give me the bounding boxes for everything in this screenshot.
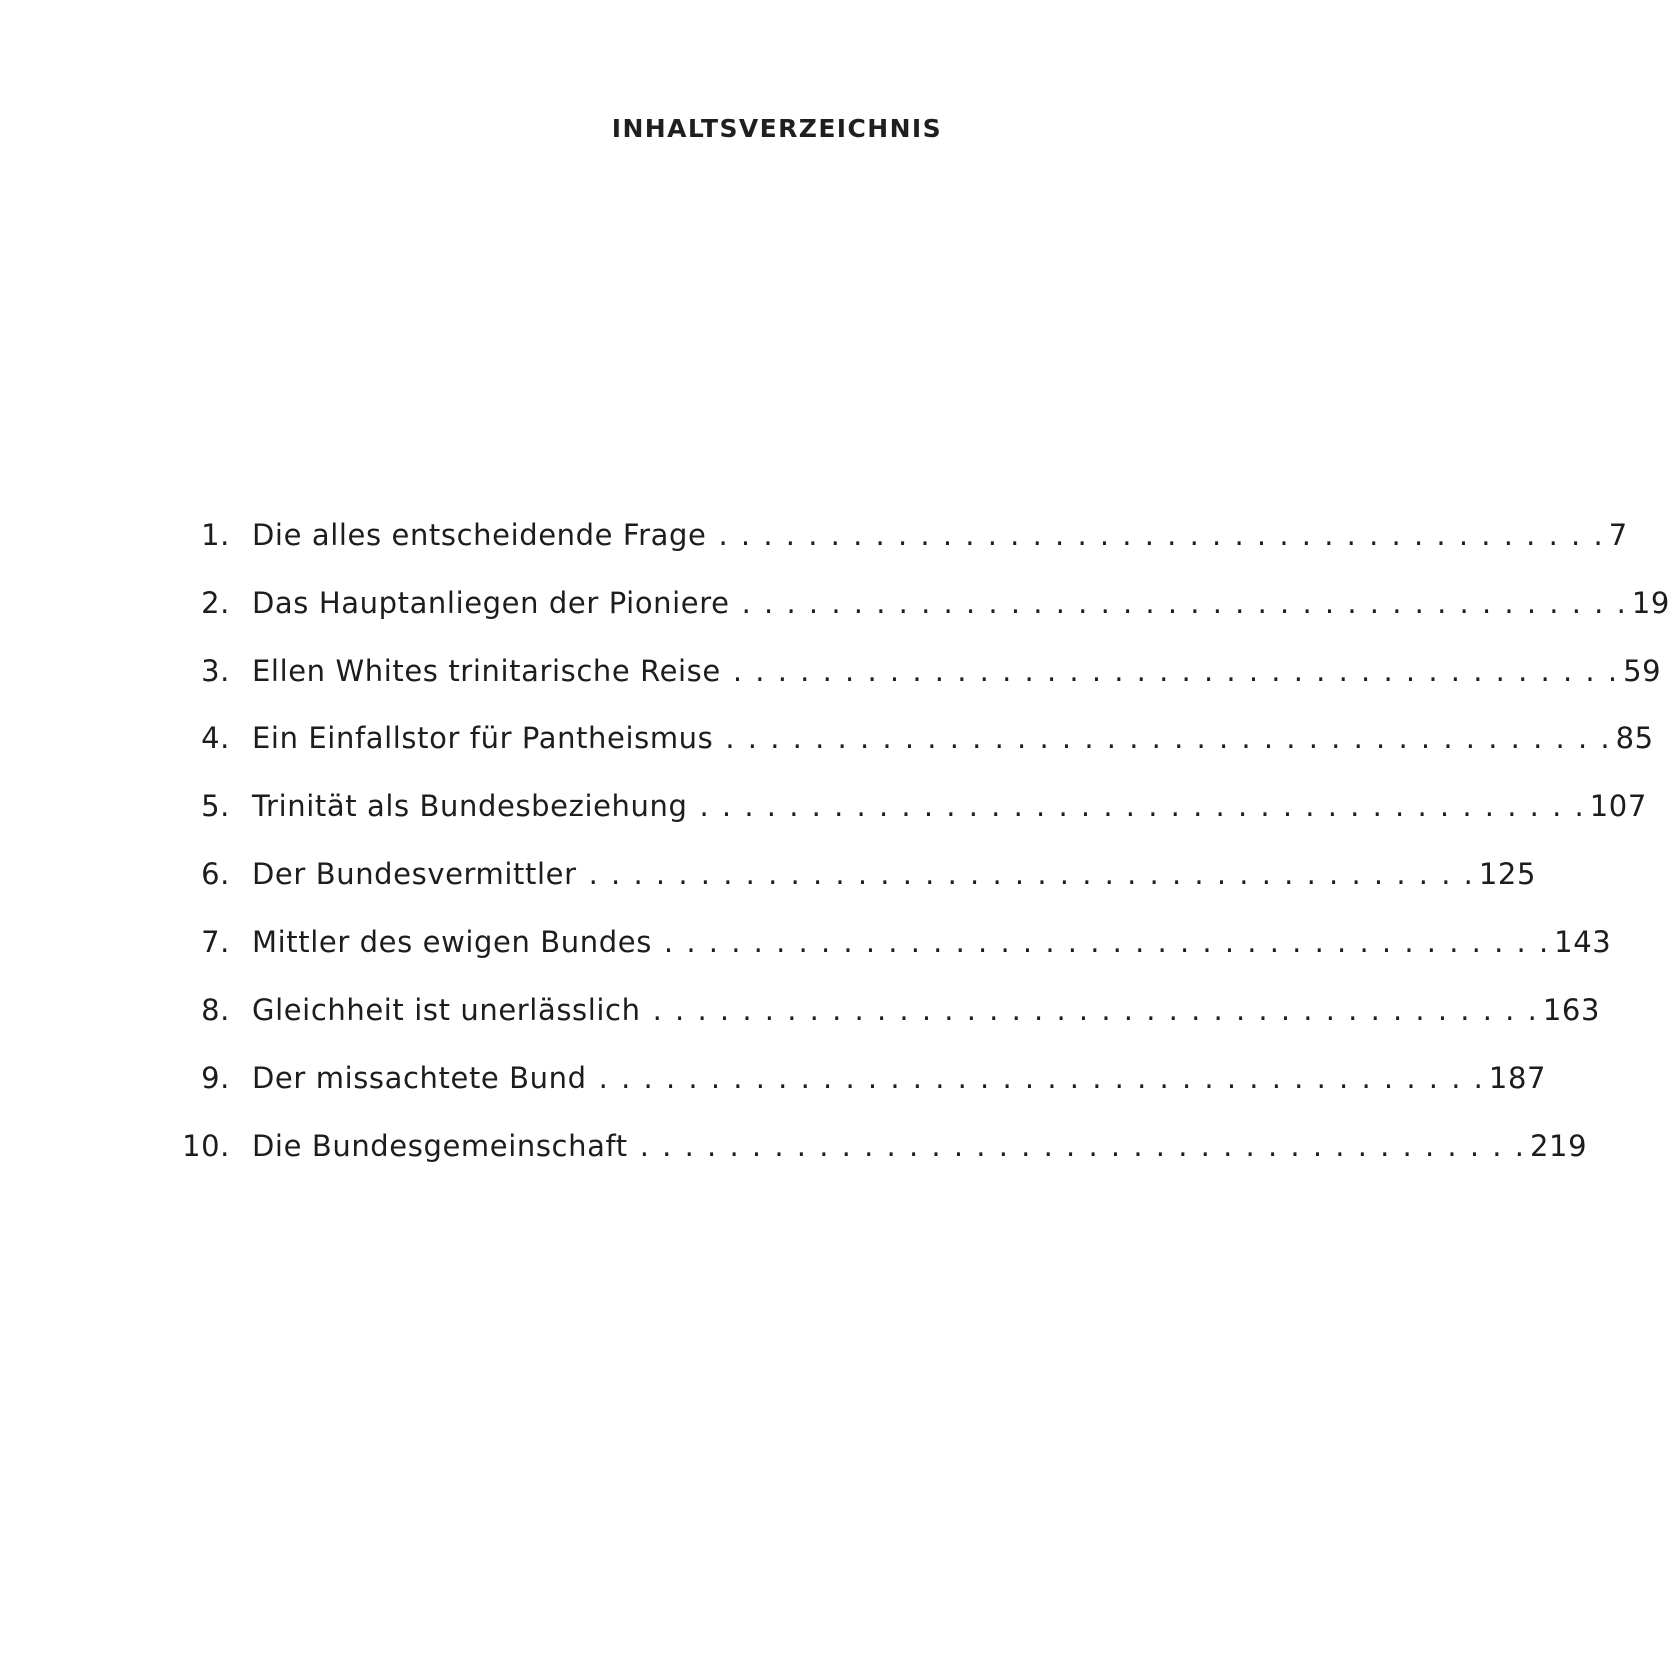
toc-entry-number: 5. [201, 789, 230, 823]
toc-entry-page: 107 [1589, 789, 1647, 823]
toc-entry-title: Die alles entscheidende Frage [252, 518, 707, 552]
toc-entry-title: Der missachtete Bund [252, 1061, 587, 1095]
dot-leader [725, 721, 1609, 755]
toc-entry-number: 4. [201, 721, 230, 755]
toc-entry-number: 7. [201, 925, 230, 959]
toc-entry-title: Die Bundesgemeinschaft [252, 1129, 628, 1163]
toc-entry-title: Ellen Whites trinitarische Reise [252, 654, 721, 688]
dot-leader [733, 654, 1617, 688]
toc-entry-page: 7 [1608, 518, 1628, 552]
dot-leader [640, 1129, 1524, 1163]
toc-entry-title: Der Bundesvermittler [252, 857, 577, 891]
dot-leader [700, 789, 1584, 823]
toc-entry [160, 993, 1600, 1061]
table-of-contents [160, 518, 1670, 1197]
toc-entry-title: Mittler des ewigen Bundes [252, 925, 652, 959]
toc-entry-number: 9. [201, 1061, 230, 1095]
toc-entry [160, 721, 1654, 789]
toc-entry [160, 925, 1612, 993]
toc-entry [160, 654, 1662, 721]
toc-entry-page: 19 [1631, 586, 1670, 620]
page-heading: INHALTSVERZEICHNIS [611, 114, 942, 143]
toc-entry [160, 789, 1647, 857]
dot-leader [742, 586, 1626, 620]
toc-entry-number: 3. [201, 654, 230, 688]
toc-entry [160, 586, 1670, 654]
dot-leader [664, 925, 1548, 959]
toc-entry-page: 125 [1478, 857, 1537, 891]
toc-entry-title: Das Hauptanliegen der Pioniere [252, 586, 730, 620]
toc-entry-number: 1. [201, 518, 230, 552]
toc-entry-page: 143 [1554, 925, 1612, 959]
toc-entry-title: Ein Einfallstor für Pantheismus [252, 721, 714, 755]
toc-entry [160, 1129, 1588, 1197]
toc-entry-title: Trinität als Bundesbeziehung [252, 789, 688, 823]
toc-entry-page: 219 [1529, 1129, 1588, 1163]
toc-entry [160, 1061, 1547, 1129]
toc-entry [160, 518, 1628, 586]
toc-entry-number: 10. [182, 1129, 230, 1163]
toc-entry-number: 6. [201, 857, 230, 891]
dot-leader [653, 993, 1537, 1027]
toc-entry-page: 59 [1623, 654, 1662, 688]
toc-entry-page: 163 [1542, 993, 1600, 1027]
dot-leader [589, 857, 1473, 891]
toc-entry-page: 187 [1488, 1061, 1547, 1095]
dot-leader [599, 1061, 1483, 1095]
toc-entry-number: 2. [201, 586, 230, 620]
toc-entry [160, 857, 1537, 925]
toc-entry-number: 8. [201, 993, 230, 1027]
toc-entry-page: 85 [1615, 721, 1654, 755]
toc-entry-title: Gleichheit ist unerlässlich [252, 993, 641, 1027]
dot-leader [718, 518, 1602, 552]
